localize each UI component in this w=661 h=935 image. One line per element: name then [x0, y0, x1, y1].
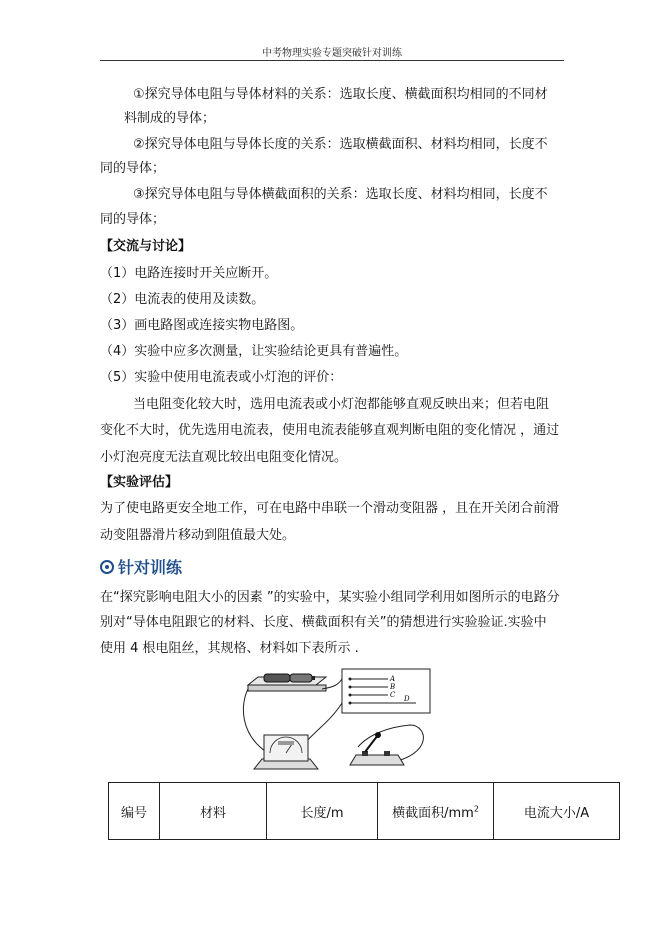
target-icon [100, 560, 114, 574]
evaluation-line-2: 动变阻器滑片移动到阻值最大处。 [100, 528, 296, 543]
discussion-para-line-1: 当电阻变化较大时，选用电流表或小灯泡都能够直观反映出来；但若电阻 [133, 397, 550, 412]
wire-label-c: C [390, 691, 396, 699]
resistance-wire-table [108, 782, 620, 840]
col-header-current: 电流大小/A [494, 783, 620, 840]
evaluation-heading: 【实验评估】 [100, 475, 179, 490]
method-3-line-1: ③探究导体电阻与导体横截面积的关系：选取长度、材料均相同，长度不 [133, 187, 548, 202]
header-rule [100, 60, 564, 61]
evaluation-line-1: 为了使电路更安全地工作，可在电路中串联一个滑动变阻器 ，且在开关闭合前滑 [100, 501, 560, 516]
discussion-item-4: （4）实验中应多次测量，让实验结论更具有普遍性。 [100, 344, 408, 359]
discussion-item-1: （1）电路连接时开关应断开。 [100, 266, 278, 281]
wire-label-b: B [390, 683, 396, 691]
training-heading-text: 针对训练 [118, 558, 183, 577]
wire-label-a: A [390, 675, 396, 683]
battery-icon [248, 674, 326, 691]
training-line-2: 别对“导体电阻跟它的材料、长度、横截面积有关”的猜想进行实验验证.实验中 [100, 615, 547, 630]
discussion-para-line-3: 小灯泡亮度无法直观比较出电阻变化情况。 [100, 450, 348, 465]
discussion-heading: 【交流与讨论】 [100, 239, 192, 254]
training-line-1: 在“探究影响电阻大小的因素 ”的实验中，某实验小组同学利用如图所示的电路分 [100, 590, 560, 605]
wire-label-d: D [404, 695, 410, 703]
discussion-para-line-2: 变化不大时，优先选用电流表，使用电流表能够直观判断电阻的变化情况 ，通过 [100, 423, 560, 438]
circuit-figure [238, 665, 438, 777]
method-2-line-2: 同的导体； [100, 161, 166, 176]
col-header-area [378, 783, 494, 840]
method-3-line-2: 同的导体； [100, 212, 166, 227]
col-header-material: 材料 [160, 783, 267, 840]
area-unit-superscript: 2 [473, 804, 479, 814]
training-heading [100, 555, 182, 578]
method-2-line-1: ②探究导体电阻与导体长度的关系：选取横截面积、材料均相同，长度不 [133, 137, 548, 152]
ammeter-icon [254, 735, 318, 769]
table-header-row [109, 783, 620, 840]
switch-icon [350, 732, 404, 765]
resistance-wire-board [342, 669, 430, 713]
training-line-3: 使用 4 根电阻丝，其规格、材料如下表所示 . [100, 641, 359, 656]
discussion-item-5: （5）实验中使用电流表或小灯泡的评价： [100, 370, 343, 385]
page-header: 中考物理实验专题突破针对训练 [262, 48, 402, 59]
method-1-line-2: 料制成的导体； [124, 111, 216, 126]
col-header-id: 编号 [109, 783, 160, 840]
discussion-item-3: （3）画电路图或连接实物电路图。 [100, 318, 304, 333]
col-header-length: 长度/m [267, 783, 378, 840]
area-header-text: 横截面积/mm [392, 805, 474, 821]
method-1-line-1: ①探究导体电阻与导体材料的关系：选取长度、横截面积均相同的不同材 [133, 87, 548, 102]
discussion-item-2: （2）电流表的使用及读数。 [100, 292, 265, 307]
